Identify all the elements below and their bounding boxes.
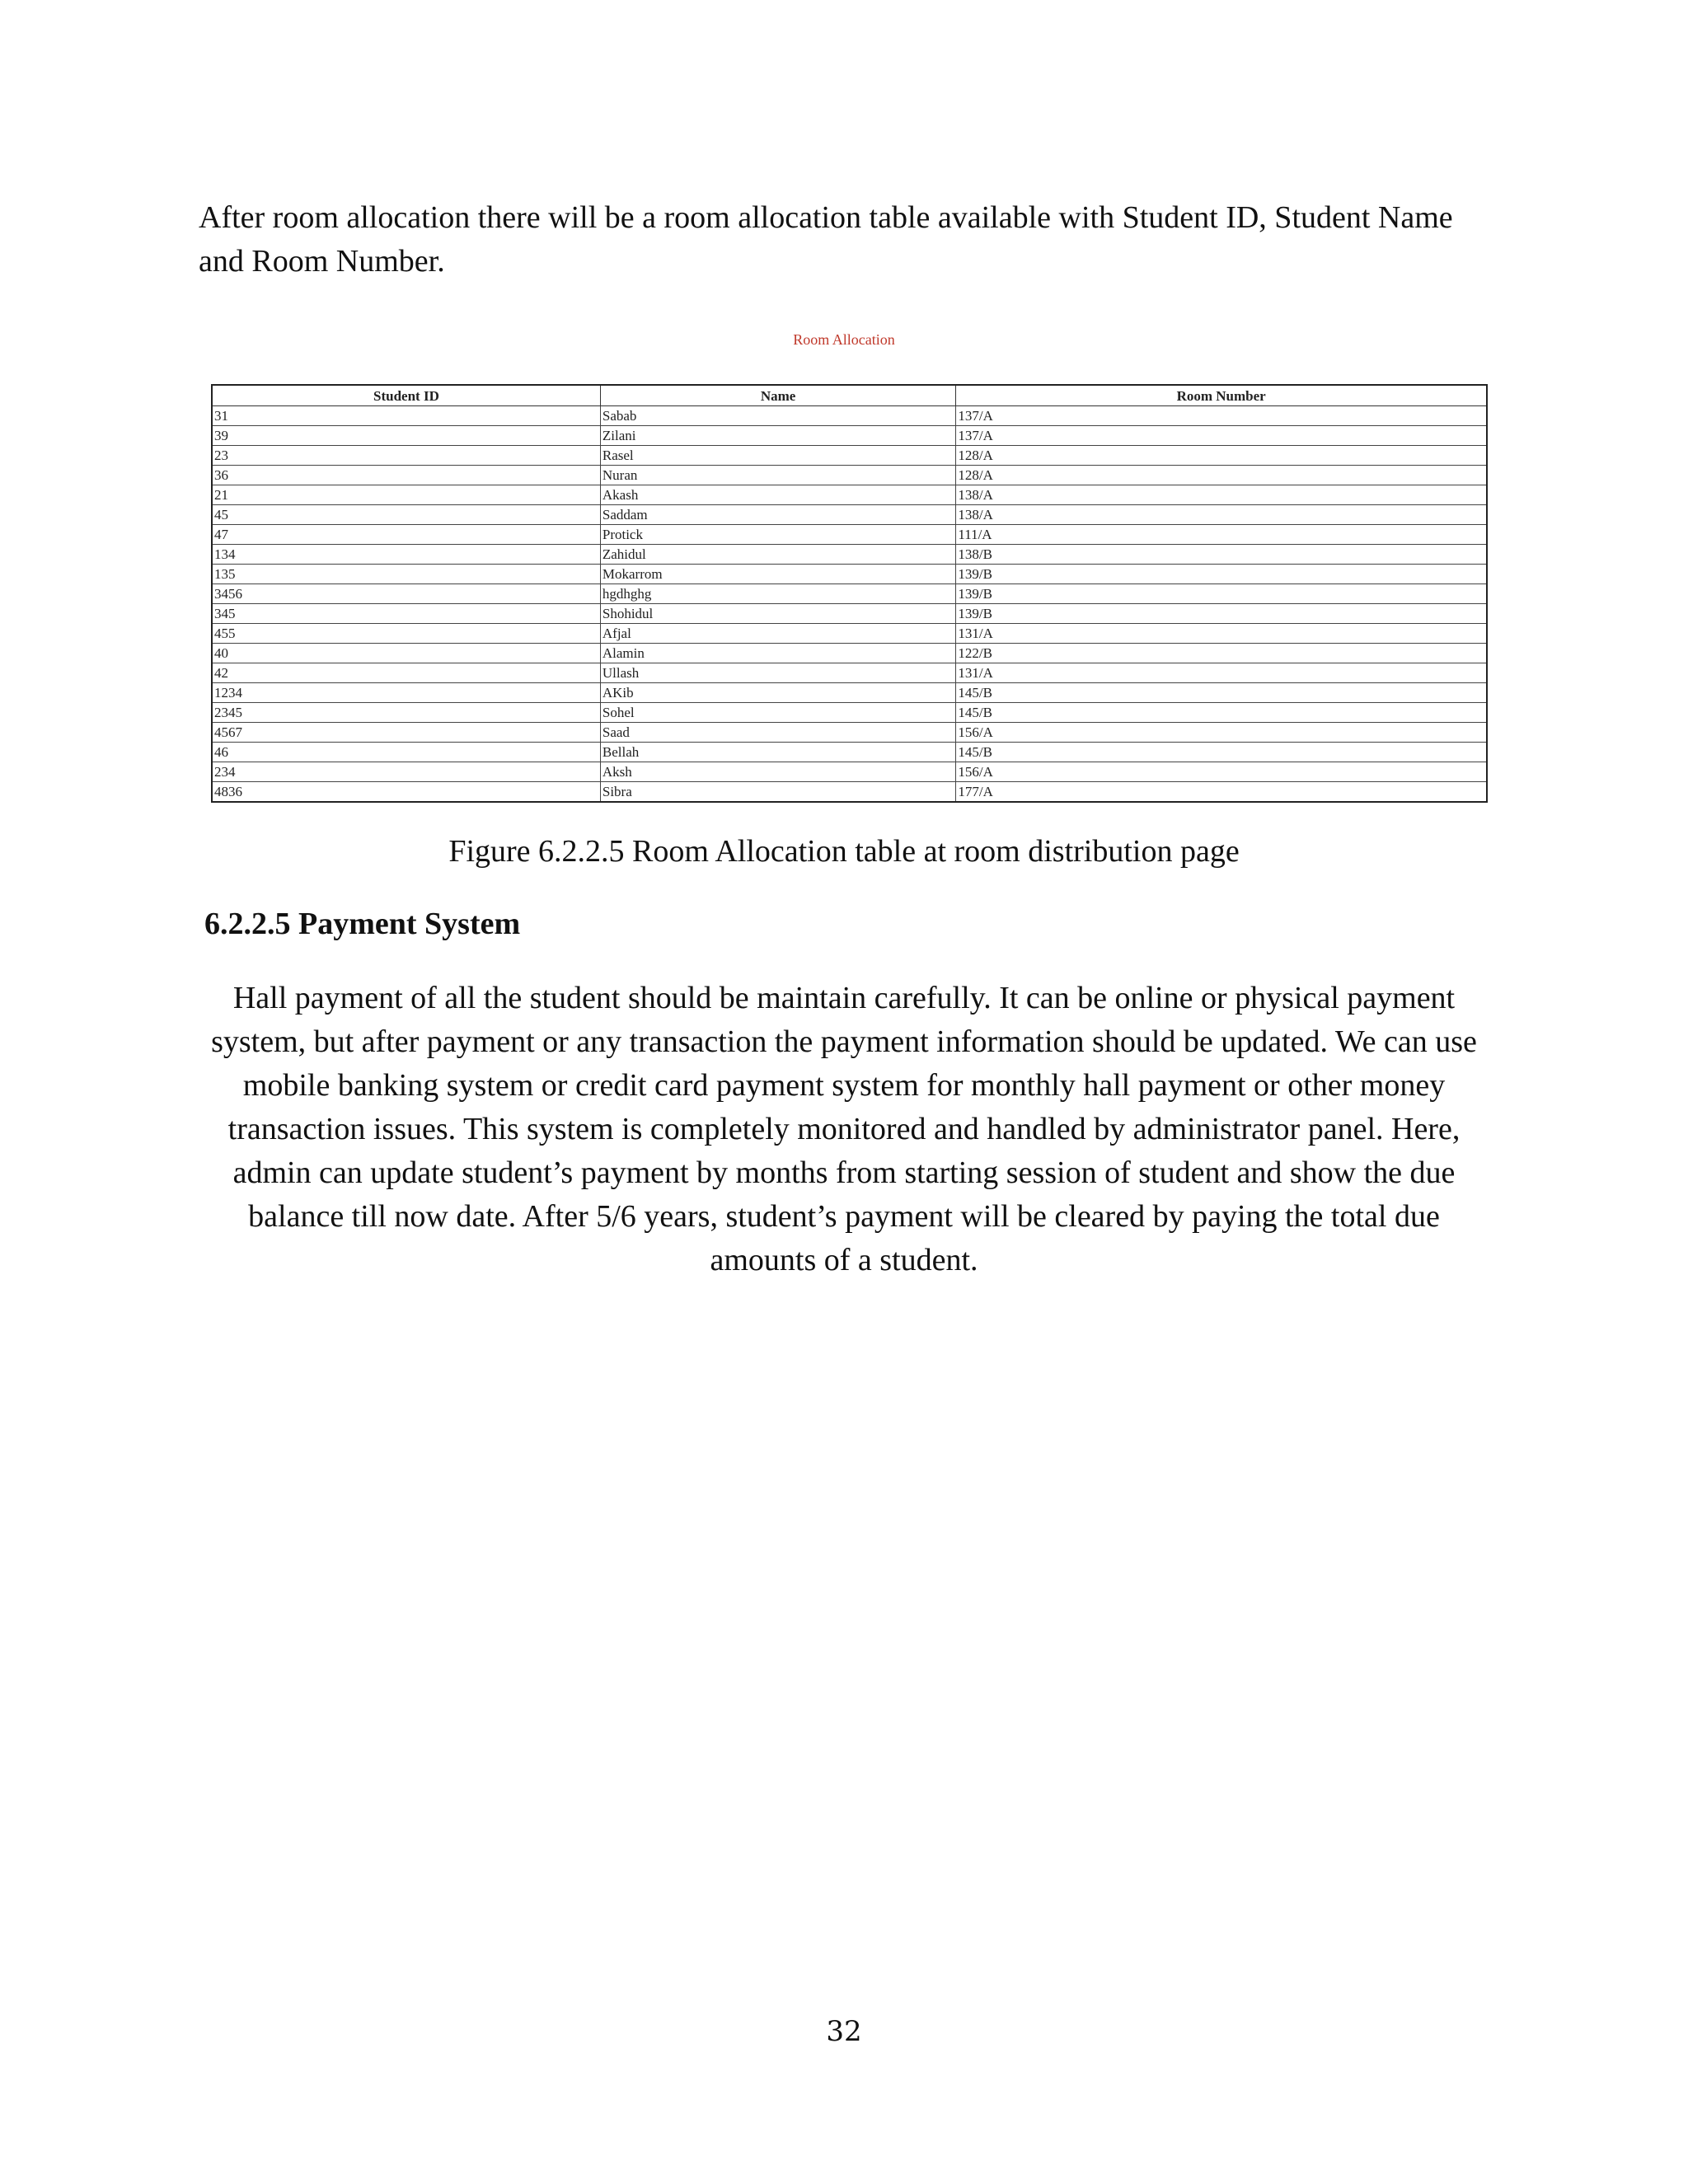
cell-name: Saddam — [600, 505, 955, 525]
table-row — [212, 762, 1487, 782]
cell-student-id: 135 — [212, 565, 600, 584]
cell-room-number: 139/B — [956, 584, 1487, 604]
cell-room-number: 128/A — [956, 446, 1487, 466]
table-row — [212, 485, 1487, 505]
cell-student-id: 36 — [212, 466, 600, 485]
cell-student-id: 21 — [212, 485, 600, 505]
intro-paragraph: After room allocation there will be a room allocation table available with Student ID, Student Name and Room Number. — [199, 200, 1453, 279]
cell-room-number: 138/A — [956, 485, 1487, 505]
cell-name: Bellah — [600, 743, 955, 762]
table-row — [212, 525, 1487, 545]
table-row — [212, 604, 1487, 624]
cell-student-id: 45 — [212, 505, 600, 525]
cell-name: Akash — [600, 485, 955, 505]
header-student-id: Student ID — [212, 385, 600, 406]
section-body-paragraph: Hall payment of all the student should be maintain carefully. It can be online or physical payment system, but after payment or any transaction the payment information should be updated. We can use mobile banking system or credit card payment system for monthly hall payment or other money transaction issues. This system is completely monitored and handled by administrator panel. Here, admin can update student’s payment by months from starting session of student and show the due balance till now date. After 5/6 years, student’s payment will be cleared by paying the total due amounts of a student. — [211, 981, 1477, 1277]
cell-student-id: 3456 — [212, 584, 600, 604]
cell-name: Zilani — [600, 426, 955, 446]
table-body — [212, 406, 1487, 803]
cell-name: Aksh — [600, 762, 955, 782]
table-row — [212, 466, 1487, 485]
cell-name: hgdhghg — [600, 584, 955, 604]
cell-name: Saad — [600, 723, 955, 743]
cell-student-id: 234 — [212, 762, 600, 782]
cell-student-id: 455 — [212, 624, 600, 644]
cell-student-id: 4836 — [212, 782, 600, 803]
header-room-number: Room Number — [956, 385, 1487, 406]
table-row — [212, 782, 1487, 803]
cell-room-number: 138/B — [956, 545, 1487, 565]
table-row — [212, 406, 1487, 426]
cell-name: Shohidul — [600, 604, 955, 624]
cell-student-id: 40 — [212, 644, 600, 663]
cell-student-id: 42 — [212, 663, 600, 683]
table-row — [212, 505, 1487, 525]
table-row — [212, 446, 1487, 466]
cell-room-number: 131/A — [956, 663, 1487, 683]
cell-room-number: 177/A — [956, 782, 1487, 803]
header-name: Name — [600, 385, 955, 406]
table-row — [212, 565, 1487, 584]
table-row — [212, 644, 1487, 663]
page-number: 32 — [826, 2015, 862, 2048]
table-row — [212, 545, 1487, 565]
figure-caption: Figure 6.2.2.5 Room Allocation table at room distribution page — [448, 834, 1240, 869]
table-header-row — [212, 385, 1487, 406]
table-row — [212, 624, 1487, 644]
cell-student-id: 1234 — [212, 683, 600, 703]
cell-student-id: 31 — [212, 406, 600, 426]
cell-name: Sibra — [600, 782, 955, 803]
cell-room-number: 156/A — [956, 723, 1487, 743]
cell-room-number: 122/B — [956, 644, 1487, 663]
table-row — [212, 584, 1487, 604]
cell-student-id: 47 — [212, 525, 600, 545]
cell-room-number: 139/B — [956, 604, 1487, 624]
cell-name: Afjal — [600, 624, 955, 644]
room-allocation-table — [211, 384, 1488, 803]
cell-student-id: 39 — [212, 426, 600, 446]
cell-room-number: 138/A — [956, 505, 1487, 525]
cell-room-number: 128/A — [956, 466, 1487, 485]
cell-name: Zahidul — [600, 545, 955, 565]
cell-student-id: 2345 — [212, 703, 600, 723]
cell-name: Sohel — [600, 703, 955, 723]
cell-name: Protick — [600, 525, 955, 545]
cell-name: AKib — [600, 683, 955, 703]
cell-student-id: 345 — [212, 604, 600, 624]
cell-name: Rasel — [600, 446, 955, 466]
cell-room-number: 111/A — [956, 525, 1487, 545]
cell-room-number: 145/B — [956, 683, 1487, 703]
cell-student-id: 23 — [212, 446, 600, 466]
cell-room-number: 137/A — [956, 406, 1487, 426]
cell-name: Ullash — [600, 663, 955, 683]
figure-title: Room Allocation — [793, 331, 895, 348]
cell-name: Alamin — [600, 644, 955, 663]
table-row — [212, 723, 1487, 743]
cell-name: Nuran — [600, 466, 955, 485]
cell-room-number: 145/B — [956, 703, 1487, 723]
cell-room-number: 137/A — [956, 426, 1487, 446]
cell-room-number: 156/A — [956, 762, 1487, 782]
cell-name: Sabab — [600, 406, 955, 426]
table-row — [212, 426, 1487, 446]
table-row — [212, 663, 1487, 683]
cell-student-id: 4567 — [212, 723, 600, 743]
table-row — [212, 683, 1487, 703]
cell-room-number: 139/B — [956, 565, 1487, 584]
table-row — [212, 743, 1487, 762]
cell-name: Mokarrom — [600, 565, 955, 584]
cell-student-id: 46 — [212, 743, 600, 762]
section-heading: 6.2.2.5 Payment System — [204, 907, 521, 941]
cell-student-id: 134 — [212, 545, 600, 565]
table-row — [212, 703, 1487, 723]
cell-room-number: 145/B — [956, 743, 1487, 762]
cell-room-number: 131/A — [956, 624, 1487, 644]
